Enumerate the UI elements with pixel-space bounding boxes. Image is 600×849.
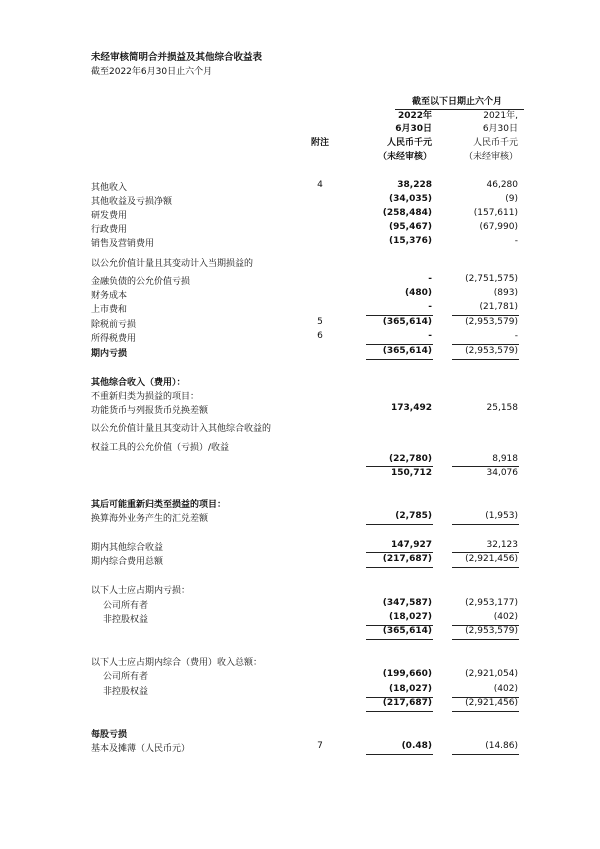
value-2022: (199,660) [382, 669, 432, 679]
row-label: 以下人士应占期内综合（费用）收入总额： [91, 658, 263, 668]
subtotal-rule-2021 [452, 315, 519, 316]
subtotal-rule-2021 [452, 466, 519, 467]
value-2022: 38,228 [397, 180, 432, 190]
table-row [0, 194, 600, 208]
value-2022: (2,785) [395, 511, 432, 521]
statement-title: 未经审核简明合并损益及其他综合收益表 [91, 52, 263, 63]
value-2021: (2,751,575) [465, 274, 518, 284]
section-header [0, 375, 600, 389]
value-2022: (480) [404, 288, 432, 298]
subtotal-rule-2022 [366, 466, 433, 467]
table-row [0, 389, 600, 403]
value-2022: (347,587) [382, 598, 432, 608]
table-row [0, 468, 600, 482]
value-2021: 46,280 [486, 180, 518, 190]
col-2022-audit: （未经审核） [377, 152, 432, 162]
row-label: 销售及营销费用 [91, 239, 155, 249]
col-2021-date: 6月30日 [482, 124, 518, 134]
row-note: 5 [317, 317, 323, 327]
value-2021: (893) [493, 288, 518, 298]
table-row [0, 684, 600, 698]
table-row [0, 288, 600, 302]
value-2021: - [514, 236, 518, 246]
table-row [0, 222, 600, 236]
table-row [0, 346, 600, 360]
total-rule-2021 [452, 359, 519, 360]
row-label: 权益工具的公允价值（亏损）/收益 [91, 443, 230, 453]
row-label: 行政费用 [91, 225, 128, 235]
col-2021-year: 2021年, [483, 111, 518, 121]
subtotal-rule-2022 [366, 315, 433, 316]
subtotal-rule-2022 [366, 344, 433, 345]
value-2021: 25,158 [486, 403, 518, 413]
section-header [0, 727, 600, 741]
row-label: 公司所有者 [103, 672, 149, 682]
value-2022: (0.48) [401, 741, 432, 751]
period-span-header: 截至以下日期止六个月 [411, 97, 502, 107]
value-2021: (67,990) [479, 222, 518, 232]
value-2022: (217,687) [382, 554, 432, 564]
total-rule-2021 [452, 711, 519, 712]
total-rule-2021 [452, 754, 519, 755]
table-row [0, 403, 600, 417]
value-2022: 173,492 [391, 403, 432, 413]
value-2022: (365,614) [382, 346, 432, 356]
table-row [0, 698, 600, 712]
table-row [0, 421, 600, 435]
table-row [0, 741, 600, 755]
total-rule-2022 [366, 754, 433, 755]
row-label: 以公允价值计量且其变动计入当期损益的 [91, 259, 254, 269]
total-rule-2022 [366, 639, 433, 640]
value-2022: (258,484) [382, 208, 432, 218]
value-2022: (217,687) [382, 698, 432, 708]
value-2021: (2,953,579) [465, 626, 518, 636]
row-label: 非控股权益 [103, 615, 149, 625]
row-label: 期内亏损 [91, 349, 128, 359]
value-2022: 150,712 [391, 468, 432, 478]
table-row [0, 440, 600, 454]
row-label: 基本及摊薄（人民币元） [91, 744, 191, 754]
col-2022-unit: 人民币千元 [386, 138, 432, 148]
value-2021: - [514, 331, 518, 341]
subtotal-rule-2021 [452, 524, 519, 525]
value-2022: (18,027) [389, 684, 432, 694]
row-label: 其他收益及亏损净额 [91, 197, 173, 207]
value-2021: (157,611) [473, 208, 518, 218]
value-2021: (2,921,054) [465, 669, 518, 679]
row-label: 功能货币与列报货币兑换差额 [91, 406, 209, 416]
col-2022-date: 6月30日 [395, 124, 432, 134]
value-2021: 8,918 [492, 454, 518, 464]
value-2022: - [428, 274, 432, 284]
row-label: 研发费用 [91, 211, 128, 221]
table-row [0, 274, 600, 288]
table-row [0, 236, 600, 250]
table-row [0, 180, 600, 194]
row-label: 非控股权益 [103, 687, 149, 697]
value-2022: (22,780) [389, 454, 432, 464]
value-2021: (9) [505, 194, 518, 204]
row-label: 以下人士应占期内亏损： [91, 586, 191, 596]
row-label: 其后可能重新归类至损益的项目： [91, 500, 227, 510]
value-2021: 32,123 [486, 540, 518, 550]
value-2021: (2,921,456) [465, 554, 518, 564]
value-2022: (365,614) [382, 626, 432, 636]
total-rule-2021 [452, 639, 519, 640]
value-2021: (2,921,456) [465, 698, 518, 708]
table-row [0, 331, 600, 345]
row-label: 换算海外业务产生的汇兑差额 [91, 514, 209, 524]
subtotal-rule-2021 [452, 552, 519, 553]
row-label: 除税前亏损 [91, 320, 137, 330]
row-label: 以公允价值计量且其变动计入其他综合收益的 [91, 424, 272, 434]
row-note: 4 [317, 180, 323, 190]
value-2021: (2,953,579) [465, 346, 518, 356]
row-label: 金融负债的公允价值亏损 [91, 277, 191, 287]
table-row [0, 256, 600, 270]
row-label: 财务成本 [91, 291, 128, 301]
value-2021: (402) [493, 612, 518, 622]
section-header [0, 497, 600, 511]
row-label: 期内其他综合收益 [91, 543, 164, 553]
table-row [0, 302, 600, 316]
value-2022: (15,376) [389, 236, 432, 246]
value-2022: (365,614) [382, 317, 432, 327]
total-rule-2022 [366, 711, 433, 712]
subtotal-rule-2022 [366, 524, 433, 525]
section-header [0, 655, 600, 669]
value-2021: (2,953,579) [465, 317, 518, 327]
total-rule-2022 [366, 567, 433, 568]
value-2021: (21,781) [479, 302, 518, 312]
statement-period: 截至2022年6月30日止六个月 [91, 67, 213, 77]
table-row [0, 598, 600, 612]
subtotal-rule-2022 [366, 552, 433, 553]
table-row [0, 612, 600, 626]
table-row [0, 626, 600, 640]
row-label: 其他综合收入（费用）： [91, 378, 186, 388]
value-2022: 147,927 [391, 540, 432, 550]
col-2022-year: 2022年 [397, 111, 432, 121]
value-2021: (14.86) [485, 741, 518, 751]
row-label: 所得税费用 [91, 334, 137, 344]
value-2022: (18,027) [389, 612, 432, 622]
table-row [0, 511, 600, 525]
value-2022: - [428, 302, 432, 312]
table-row [0, 208, 600, 222]
col-2021-unit: 人民币千元 [472, 138, 518, 148]
row-label: 不重新归类为损益的项目： [91, 392, 200, 402]
col-2021-audit: （未经审核） [463, 152, 518, 162]
row-note: 6 [317, 331, 323, 341]
subtotal-rule-2021 [452, 344, 519, 345]
total-rule-2022 [366, 359, 433, 360]
value-2022: (95,467) [389, 222, 432, 232]
table-row [0, 317, 600, 331]
value-2021: (402) [493, 684, 518, 694]
value-2021: (1,953) [485, 511, 518, 521]
row-label: 公司所有者 [103, 601, 149, 611]
section-header [0, 583, 600, 597]
row-note: 7 [317, 741, 323, 751]
row-label: 期内综合费用总额 [91, 557, 164, 567]
value-2021: (2,953,177) [465, 598, 518, 608]
value-2022: (34,035) [389, 194, 432, 204]
total-rule-2021 [452, 567, 519, 568]
table-row [0, 669, 600, 683]
row-label: 上市费和 [91, 305, 128, 315]
row-label: 每股亏损 [91, 730, 128, 740]
row-label: 其他收入 [91, 183, 128, 193]
value-2021: 34,076 [486, 468, 518, 478]
note-column-header: 附注 [310, 138, 329, 148]
table-row [0, 554, 600, 568]
value-2022: - [428, 331, 432, 341]
